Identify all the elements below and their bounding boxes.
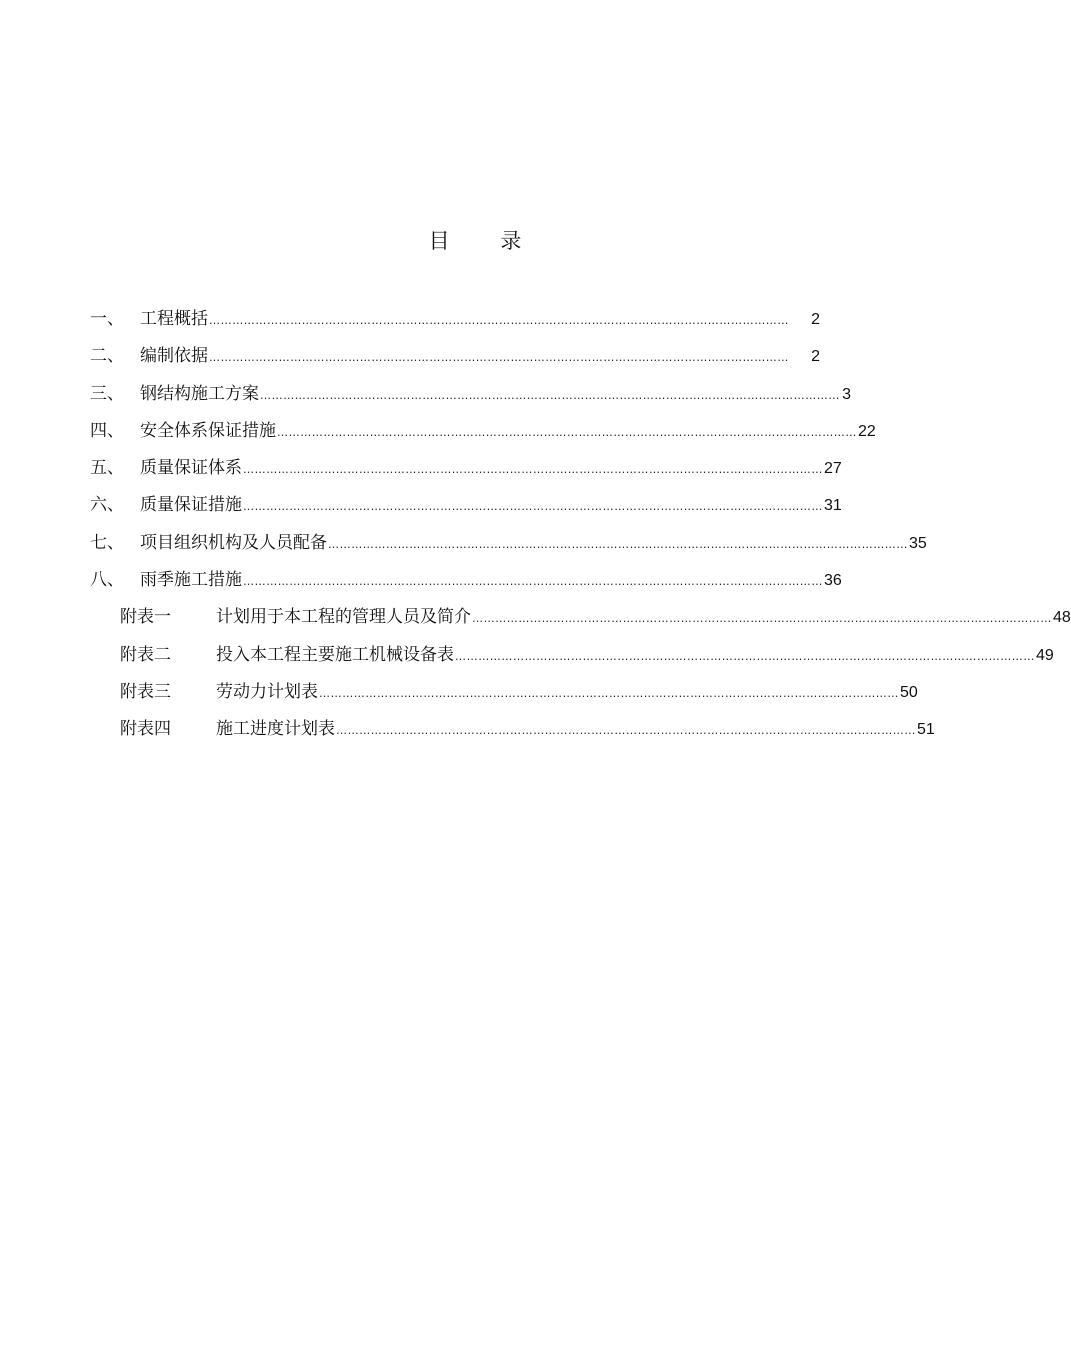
appendix-entry-title: 投入本工程主要施工机械设备表 <box>216 644 454 665</box>
toc-entry-number: 二、 <box>90 346 124 367</box>
toc-entry-title: 钢结构施工方案 <box>140 383 259 404</box>
toc-entry-number: 六、 <box>90 495 124 516</box>
appendix-entry-number: 附表一 <box>120 607 171 628</box>
leader-dots: …………………………………………………………………………………………………………………………………… <box>277 425 857 439</box>
toc-entry-page: 2 <box>811 348 820 366</box>
toc-title: 目 录 <box>428 229 544 253</box>
toc-entry-2[interactable] <box>90 341 832 378</box>
toc-entry-title: 安全体系保证措施 <box>140 420 276 441</box>
toc-entry-page: 36 <box>824 572 842 590</box>
leader-dots: …………………………………………………………………………………………………………………………………… <box>319 686 899 700</box>
toc-entry-7[interactable] <box>90 528 927 565</box>
appendix-entry-3[interactable] <box>90 677 918 714</box>
toc-entry-8[interactable] <box>90 565 842 602</box>
appendix-entry-number: 附表三 <box>120 681 171 702</box>
leader-dots: …………………………………………………………………………………………………………………………………… <box>336 724 916 738</box>
toc-entry-4[interactable] <box>90 416 876 453</box>
leader-dots: …………………………………………………………………………………………………………………………………… <box>243 575 823 589</box>
toc-entry-title: 雨季施工措施 <box>140 570 242 591</box>
appendix-entry-page: 50 <box>900 683 918 701</box>
toc-entry-number: 七、 <box>90 532 124 553</box>
table-of-contents <box>90 304 1071 752</box>
appendix-entry-4[interactable] <box>90 714 935 751</box>
appendix-entry-page: 48 <box>1053 609 1071 627</box>
toc-entry-page: 22 <box>858 422 876 440</box>
appendix-entry-page: 51 <box>917 721 935 739</box>
toc-entry-1[interactable] <box>90 304 832 341</box>
toc-entry-number: 一、 <box>90 309 124 329</box>
leader-dots: …………………………………………………………………………………………………………………………………… <box>260 388 840 402</box>
appendix-entry-number: 附表二 <box>120 644 171 665</box>
toc-entry-page: 31 <box>824 497 842 515</box>
leader-dots: …………………………………………………………………………………………………………………………………… <box>209 351 789 365</box>
appendix-entry-2[interactable] <box>90 640 1054 677</box>
toc-entry-5[interactable] <box>90 453 842 490</box>
toc-entry-page: 35 <box>909 534 927 552</box>
toc-entry-number: 五、 <box>90 458 124 479</box>
leader-dots: …………………………………………………………………………………………………………………………………… <box>243 463 823 477</box>
toc-entry-page: 3 <box>842 385 851 403</box>
leader-dots: …………………………………………………………………………………………………………………………………… <box>328 537 908 551</box>
toc-entry-title: 项目组织机构及人员配备 <box>140 532 327 553</box>
toc-entry-title: 编制依据 <box>140 346 208 367</box>
toc-entry-number: 三、 <box>90 383 124 404</box>
appendix-entry-1[interactable] <box>90 602 1071 639</box>
toc-entry-6[interactable] <box>90 490 842 527</box>
appendix-entry-title: 施工进度计划表 <box>216 719 335 740</box>
toc-entry-title: 质量保证措施 <box>140 495 242 516</box>
appendix-entry-title: 劳动力计划表 <box>216 681 318 702</box>
leader-dots: …………………………………………………………………………………………………………………………………… <box>209 314 789 327</box>
toc-entry-page: 2 <box>811 311 820 328</box>
appendix-entry-title: 计划用于本工程的管理人员及简介 <box>216 607 471 628</box>
leader-dots: …………………………………………………………………………………………………………………………………… <box>455 649 1035 663</box>
toc-entry-title: 质量保证体系 <box>140 458 242 479</box>
leader-dots: …………………………………………………………………………………………………………………………………… <box>243 500 823 514</box>
leader-dots: …………………………………………………………………………………………………………………………………… <box>472 612 1052 626</box>
toc-entry-3[interactable] <box>90 379 851 416</box>
toc-entry-page: 27 <box>824 460 842 478</box>
toc-entry-number: 四、 <box>90 420 124 441</box>
toc-entry-title: 工程概括 <box>140 309 208 329</box>
appendix-entry-number: 附表四 <box>120 719 171 740</box>
toc-entry-number: 八、 <box>90 570 124 591</box>
appendix-entry-page: 49 <box>1036 646 1054 664</box>
